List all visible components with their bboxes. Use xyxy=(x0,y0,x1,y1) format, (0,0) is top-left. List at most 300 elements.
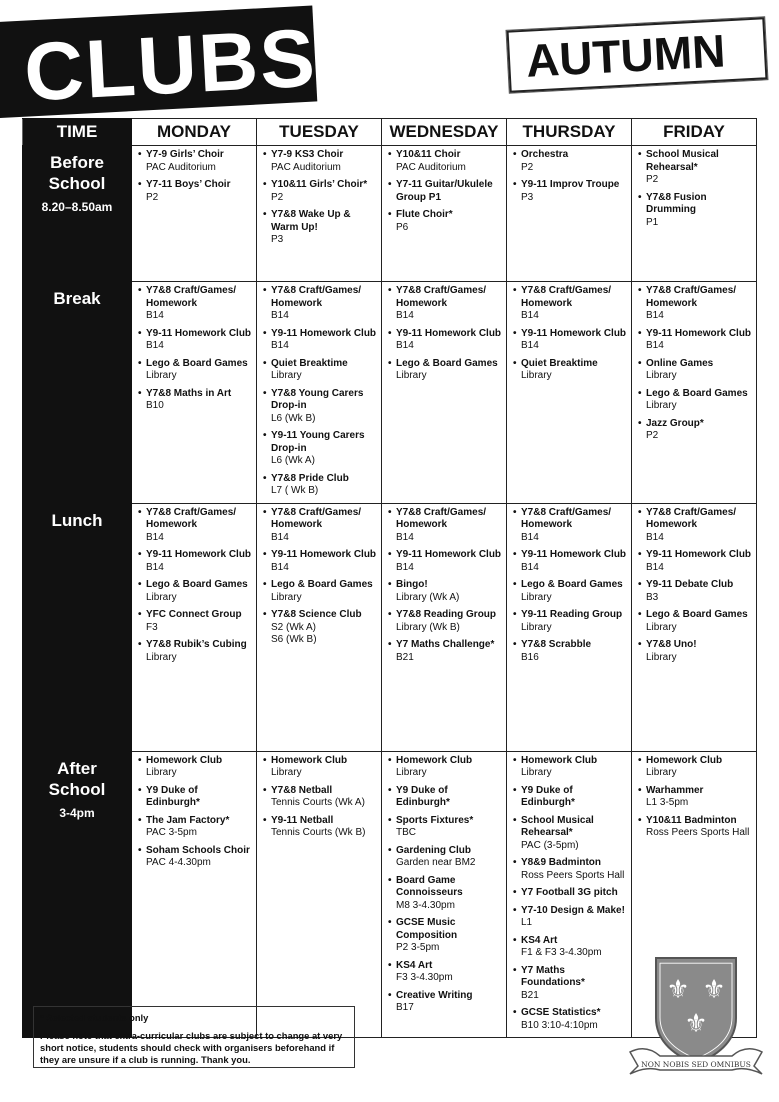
time-slot-cell xyxy=(23,282,132,504)
club-item xyxy=(388,755,502,780)
club-name: Jazz Group* xyxy=(646,417,704,429)
club-name: Lego & Board Games xyxy=(271,579,373,590)
club-item xyxy=(263,388,377,426)
club-location: P2 xyxy=(646,174,659,185)
club-item xyxy=(513,179,627,204)
club-item xyxy=(263,473,377,498)
club-name: Y7&8 Craft/Games/ Homework xyxy=(271,285,362,309)
club-name: Y10&11 Choir xyxy=(396,149,461,160)
day-cell-thursday xyxy=(507,503,632,751)
day-cell-friday xyxy=(632,503,757,751)
club-location: L1 xyxy=(521,917,533,928)
club-location: Library xyxy=(646,651,677,663)
club-name: Warhammer xyxy=(646,784,704,796)
club-location: L6 (Wk A) xyxy=(271,455,315,466)
club-item xyxy=(138,609,252,634)
time-slot-label: Before School xyxy=(48,153,106,193)
club-item xyxy=(388,609,502,634)
term-title: AUTUMN xyxy=(524,24,727,87)
club-name: Y7&8 Fusion Drumming xyxy=(646,191,707,215)
club-location: B21 xyxy=(396,651,414,663)
club-name: Y9-11 Reading Group xyxy=(521,609,623,620)
club-item xyxy=(138,388,252,413)
club-item xyxy=(138,845,252,870)
club-item xyxy=(638,815,752,840)
day-cell-monday xyxy=(132,503,257,751)
school-crest-icon xyxy=(626,940,766,1080)
club-item xyxy=(638,328,752,353)
club-item xyxy=(263,328,377,353)
club-list xyxy=(263,755,377,840)
club-location: Library xyxy=(271,591,302,603)
club-list xyxy=(388,149,502,234)
club-name: Orchestra xyxy=(521,149,569,160)
club-list xyxy=(638,285,752,443)
club-name: Y9-11 Homework Club xyxy=(146,327,252,339)
club-item xyxy=(388,149,502,174)
club-location: B14 xyxy=(146,340,164,351)
club-location: B14 xyxy=(271,561,289,573)
column-header-time: TIME xyxy=(23,119,132,146)
club-name: Homework Club xyxy=(396,754,473,766)
club-item xyxy=(138,579,252,604)
club-item xyxy=(263,507,377,545)
club-location: B14 xyxy=(521,561,539,573)
club-name: Y9-11 Homework Club xyxy=(396,327,502,339)
club-item xyxy=(388,875,502,913)
day-cell-wednesday xyxy=(382,282,507,504)
club-location: PAC 3-5pm xyxy=(146,827,197,838)
club-location: S2 (Wk A) S6 (Wk B) xyxy=(271,621,317,645)
club-name: Y7&8 Netball xyxy=(271,784,333,796)
club-item xyxy=(638,192,752,230)
club-location: F1 & F3 3-4.30pm xyxy=(521,947,602,958)
day-cell-monday xyxy=(132,282,257,504)
club-name: Y7&8 Craft/Games/ Homework xyxy=(646,285,737,309)
club-item xyxy=(513,815,627,853)
club-item xyxy=(138,328,252,353)
club-name: Y9-11 Homework Club xyxy=(521,549,627,560)
club-list xyxy=(138,755,252,870)
club-item xyxy=(513,579,627,604)
asterisk-note: * Selected students only xyxy=(40,1012,149,1023)
club-location: PAC Auditorium xyxy=(271,161,341,173)
day-cell-thursday xyxy=(507,146,632,282)
club-location: B21 xyxy=(521,989,539,1001)
club-location: PAC Auditorium xyxy=(146,161,216,173)
club-item xyxy=(513,358,627,383)
club-name: Y7-11 Boys’ Choir xyxy=(146,179,231,190)
club-list xyxy=(513,149,627,204)
club-item xyxy=(138,639,252,664)
club-location: B14 xyxy=(146,561,164,573)
club-list xyxy=(263,285,377,498)
club-name: Quiet Breaktime xyxy=(271,357,348,369)
club-name: Y9-11 Improv Troupe xyxy=(521,179,620,190)
club-item xyxy=(388,209,502,234)
time-slot-label: Break xyxy=(53,289,101,308)
club-name: Y9-11 Debate Club xyxy=(646,579,734,590)
club-name: Lego & Board Games xyxy=(146,357,248,369)
club-name: Y8&9 Badminton xyxy=(521,857,602,868)
day-cell-monday xyxy=(132,146,257,282)
club-name: Y7&8 Reading Group xyxy=(396,609,497,620)
club-location: P2 xyxy=(646,430,659,441)
club-item xyxy=(513,965,627,1003)
club-name: Y9 Duke of Edinburgh* xyxy=(146,784,200,808)
club-item xyxy=(638,785,752,810)
clubs-title-banner xyxy=(0,6,317,119)
club-location: Library xyxy=(646,400,677,411)
club-name: Y10&11 Girls’ Choir* xyxy=(271,179,368,190)
time-slot-hours: 3-4pm xyxy=(59,805,95,820)
club-item xyxy=(388,990,502,1015)
term-banner xyxy=(507,17,768,92)
club-list xyxy=(388,755,502,1015)
club-name: Y9-11 Homework Club xyxy=(521,327,627,339)
club-item xyxy=(638,639,752,664)
club-name: Creative Writing xyxy=(396,989,473,1001)
club-location: Library xyxy=(646,370,677,381)
club-item xyxy=(138,179,252,204)
club-item xyxy=(263,579,377,604)
club-location: B14 xyxy=(396,531,414,543)
club-name: Y9-11 Homework Club xyxy=(646,549,752,560)
crest-motto: NON NOBIS SED OMNIBUS xyxy=(641,1060,751,1069)
club-location: P6 xyxy=(396,221,409,233)
club-location: M8 3-4.30pm xyxy=(396,899,455,911)
club-location: P2 3-5pm xyxy=(396,942,440,953)
club-location: Library xyxy=(521,591,552,603)
club-name: Quiet Breaktime xyxy=(521,357,598,369)
club-name: Y7-9 KS3 Choir xyxy=(271,149,344,160)
day-cell-wednesday xyxy=(382,503,507,751)
club-name: Soham Schools Choir xyxy=(146,844,250,856)
day-cell-wednesday xyxy=(382,146,507,282)
club-name: Y7&8 Craft/Games/ Homework xyxy=(146,285,237,309)
club-name: Y7&8 Craft/Games/ Homework xyxy=(396,285,487,309)
club-list xyxy=(263,507,377,647)
club-item xyxy=(263,549,377,574)
page-title: CLUBS xyxy=(22,12,319,119)
club-name: Y7&8 Maths in Art xyxy=(146,387,232,399)
club-item xyxy=(513,549,627,574)
club-location: TBC xyxy=(396,827,416,838)
club-location: B14 xyxy=(271,310,289,321)
disclaimer-note: Please note that extra-curricular clubs are subject to change at very short notice, students should check with organisers beforehand if they are unsure if a club is running. Thank you. xyxy=(40,1030,343,1065)
club-item xyxy=(638,358,752,383)
club-list xyxy=(388,285,502,383)
club-name: Gardening Club xyxy=(396,844,471,856)
column-header-friday: FRIDAY xyxy=(632,119,757,146)
club-name: Y7-9 Girls’ Choir xyxy=(146,149,224,160)
club-item xyxy=(513,609,627,634)
club-list xyxy=(388,507,502,665)
club-location: Library (Wk A) xyxy=(396,591,460,603)
club-name: Y7&8 Science Club xyxy=(271,609,362,620)
club-item xyxy=(388,960,502,985)
club-item xyxy=(138,549,252,574)
club-item xyxy=(388,285,502,323)
club-location: Library xyxy=(396,767,427,778)
club-location: Tennis Courts (Wk B) xyxy=(271,827,366,838)
club-location: B14 xyxy=(396,310,414,321)
club-list xyxy=(138,507,252,665)
club-name: Y7&8 Craft/Games/ Homework xyxy=(271,506,362,530)
club-name: Homework Club xyxy=(646,754,723,766)
club-item xyxy=(388,917,502,955)
club-name: Lego & Board Games xyxy=(646,609,748,620)
club-location: B17 xyxy=(396,1002,414,1013)
club-item xyxy=(513,328,627,353)
club-name: Lego & Board Games xyxy=(646,387,748,399)
club-location: B3 xyxy=(646,591,659,603)
club-name: Y7-11 Guitar/Ukulele Group P1 xyxy=(396,179,493,203)
club-name: Homework Club xyxy=(271,754,348,766)
club-location: Tennis Courts (Wk A) xyxy=(271,797,365,808)
club-name: YFC Connect Group xyxy=(146,609,242,620)
column-header-wednesday: WEDNESDAY xyxy=(382,119,507,146)
club-item xyxy=(263,358,377,383)
club-name: Y9-11 Homework Club xyxy=(396,549,502,560)
club-location: B14 xyxy=(646,531,664,543)
club-item xyxy=(638,388,752,413)
club-item xyxy=(388,579,502,604)
club-name: Y9 Duke of Edinburgh* xyxy=(521,784,575,808)
day-cell-friday xyxy=(632,146,757,282)
club-item xyxy=(263,755,377,780)
club-name: GCSE Statistics* xyxy=(521,1007,601,1018)
club-location: B16 xyxy=(521,651,539,663)
club-name: Y9-11 Homework Club xyxy=(646,327,752,339)
club-name: Y7&8 Craft/Games/ Homework xyxy=(396,506,487,530)
club-name: Homework Club xyxy=(521,754,598,766)
club-name: Y7&8 Young Carers Drop-in xyxy=(271,387,364,411)
club-name: Y9-11 Young Carers Drop-in xyxy=(271,430,365,454)
club-name: Board Game Connoisseurs xyxy=(396,874,463,898)
club-item xyxy=(513,857,627,882)
club-location: L7 ( Wk B) xyxy=(271,485,319,496)
club-location: PAC (3-5pm) xyxy=(521,839,579,851)
club-location: B10 3:10-4:10pm xyxy=(521,1019,598,1031)
club-name: Y7&8 Craft/Games/ Homework xyxy=(146,506,237,530)
club-item xyxy=(388,507,502,545)
club-location: B14 xyxy=(521,340,539,351)
club-item xyxy=(513,905,627,930)
club-name: Y7&8 Craft/Games/ Homework xyxy=(646,506,737,530)
club-location: P3 xyxy=(271,234,284,245)
club-item xyxy=(263,815,377,840)
club-item xyxy=(638,609,752,634)
club-location: Library (Wk B) xyxy=(396,621,460,633)
club-item xyxy=(388,358,502,383)
time-slot-label: After School xyxy=(48,758,106,799)
club-item xyxy=(263,179,377,204)
day-cell-tuesday xyxy=(257,751,382,1038)
club-list xyxy=(138,149,252,204)
club-location: Library xyxy=(521,621,552,633)
club-name: Y9 Duke of Edinburgh* xyxy=(396,784,450,808)
club-location: P2 xyxy=(521,161,534,173)
club-location: Library xyxy=(521,767,552,778)
club-item xyxy=(513,755,627,780)
club-name: Y7 Maths Challenge* xyxy=(396,639,495,650)
club-item xyxy=(513,785,627,810)
club-item xyxy=(513,935,627,960)
club-name: Y7 Maths Foundations* xyxy=(521,964,585,988)
club-item xyxy=(513,887,627,900)
club-item xyxy=(388,785,502,810)
club-location: F3 3-4.30pm xyxy=(396,972,453,983)
club-list xyxy=(513,507,627,665)
club-item xyxy=(263,609,377,647)
club-item xyxy=(138,358,252,383)
club-name: Homework Club xyxy=(146,754,223,766)
club-location: B14 xyxy=(146,310,164,321)
clubs-timetable xyxy=(22,118,757,1038)
club-item xyxy=(138,149,252,174)
club-item xyxy=(638,755,752,780)
club-location: B14 xyxy=(646,340,664,351)
day-cell-thursday xyxy=(507,282,632,504)
svg-text:⚜: ⚜ xyxy=(684,1009,708,1039)
time-slot-hours: 8.20–8.50am xyxy=(41,200,113,214)
club-location: Garden near BM2 xyxy=(396,857,476,868)
club-location: PAC 4-4.30pm xyxy=(146,857,211,868)
club-item xyxy=(388,179,502,204)
club-location: Ross Peers Sports Hall xyxy=(521,869,625,881)
club-item xyxy=(263,209,377,247)
club-location: P2 xyxy=(146,191,159,203)
club-item xyxy=(263,149,377,174)
club-name: Y7 Football 3G pitch xyxy=(521,887,618,898)
club-location: B14 xyxy=(521,531,539,543)
club-location: Library xyxy=(146,370,177,381)
time-slot-cell xyxy=(23,751,132,1038)
club-name: Y9-11 Homework Club xyxy=(146,549,252,560)
table-row xyxy=(23,146,757,282)
club-location: P1 xyxy=(646,216,659,228)
club-location: Library xyxy=(646,621,677,633)
club-name: Lego & Board Games xyxy=(521,579,623,590)
club-item xyxy=(638,549,752,574)
club-location: PAC Auditorium xyxy=(396,161,466,173)
header-row xyxy=(23,119,757,146)
club-item xyxy=(388,549,502,574)
table-row xyxy=(23,503,757,751)
club-item xyxy=(388,815,502,840)
club-location: P2 xyxy=(271,191,284,203)
club-name: Lego & Board Games xyxy=(396,357,498,369)
club-list xyxy=(638,149,752,229)
club-location: B14 xyxy=(146,531,164,543)
club-item xyxy=(138,507,252,545)
day-cell-tuesday xyxy=(257,503,382,751)
time-slot-cell xyxy=(23,503,132,751)
club-name: Lego & Board Games xyxy=(146,579,248,590)
club-location: Library xyxy=(271,370,302,381)
column-header-tuesday: TUESDAY xyxy=(257,119,382,146)
club-item xyxy=(263,285,377,323)
column-header-monday: MONDAY xyxy=(132,119,257,146)
club-location: Library xyxy=(646,767,677,778)
club-item xyxy=(263,430,377,468)
club-location: Library xyxy=(146,651,177,663)
club-name: Y7&8 Craft/Games/ Homework xyxy=(521,285,612,309)
club-name: School Musical Rehearsal* xyxy=(521,814,594,838)
club-item xyxy=(638,418,752,443)
day-cell-thursday xyxy=(507,751,632,1038)
club-name: School Musical Rehearsal* xyxy=(646,149,719,173)
club-item xyxy=(513,639,627,664)
club-list xyxy=(513,285,627,383)
club-location: B14 xyxy=(271,531,289,543)
club-item xyxy=(263,785,377,810)
time-slot-label: Lunch xyxy=(51,510,103,530)
club-list xyxy=(263,149,377,247)
club-location: L1 3-5pm xyxy=(646,797,689,808)
day-cell-monday xyxy=(132,751,257,1038)
club-name: Y7&8 Pride Club xyxy=(271,472,349,484)
club-name: Y9-11 Netball xyxy=(271,814,334,826)
club-name: Y7&8 Rubik’s Cubing xyxy=(146,639,247,650)
day-cell-tuesday xyxy=(257,282,382,504)
club-item xyxy=(138,755,252,780)
club-name: Y10&11 Badminton xyxy=(646,814,737,826)
day-cell-wednesday xyxy=(382,751,507,1038)
club-item xyxy=(513,507,627,545)
club-location: Library xyxy=(396,370,427,381)
club-location: P3 xyxy=(521,191,534,203)
club-item xyxy=(388,845,502,870)
club-name: Bingo! xyxy=(396,579,428,590)
club-location: Library xyxy=(271,767,302,778)
club-name: KS4 Art xyxy=(521,934,558,946)
club-name: Sports Fixtures* xyxy=(396,814,474,826)
club-item xyxy=(513,149,627,174)
club-name: Y7&8 Scrabble xyxy=(521,639,592,650)
club-location: F3 xyxy=(146,621,158,633)
club-name: KS4 Art xyxy=(396,959,433,971)
club-name: Y7-10 Design & Make! xyxy=(521,904,625,916)
club-item xyxy=(388,328,502,353)
club-name: Y9-11 Homework Club xyxy=(271,549,377,560)
club-list xyxy=(638,507,752,665)
club-item xyxy=(513,1007,627,1032)
club-name: Flute Choir* xyxy=(396,209,453,220)
club-location: B14 xyxy=(646,310,664,321)
club-list xyxy=(138,285,252,413)
club-item xyxy=(638,507,752,545)
club-list xyxy=(513,755,627,1033)
club-location: B14 xyxy=(646,561,664,573)
club-location: B14 xyxy=(396,561,414,573)
club-item xyxy=(138,285,252,323)
club-item xyxy=(388,639,502,664)
table-row xyxy=(23,282,757,504)
club-name: Online Games xyxy=(646,357,714,369)
club-list xyxy=(638,755,752,840)
club-item xyxy=(138,785,252,810)
club-location: L6 (Wk B) xyxy=(271,412,316,424)
club-name: The Jam Factory* xyxy=(146,814,230,826)
notes-box xyxy=(33,1006,355,1068)
club-name: GCSE Music Composition xyxy=(396,917,458,941)
club-item xyxy=(638,149,752,187)
column-header-thursday: THURSDAY xyxy=(507,119,632,146)
club-item xyxy=(138,815,252,840)
club-location: Library xyxy=(521,370,552,381)
